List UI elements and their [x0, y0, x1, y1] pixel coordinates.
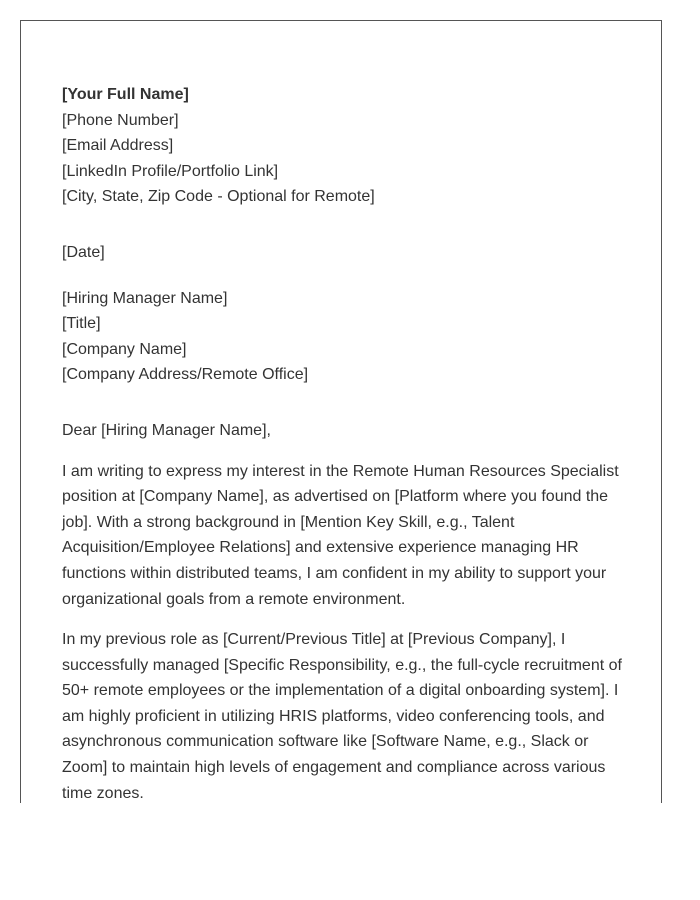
recipient-title: [Title] [62, 315, 101, 333]
body-paragraph: I am writing to express my interest in the Remote Human Resources Specialist position at [Company Name], as advertised on [Platform where you found the job]. With a strong background in [Mention Key Skill, e.g., Talent Acquisition/Employee Relations] and extensive experience managing HR functions within distributed teams, I am confident in my ability to support your organizational goals from a remote environment. [62, 462, 619, 608]
sender-full-name: [Your Full Name] [62, 86, 189, 103]
date-block [62, 240, 637, 266]
body-paragraph: In my previous role as [Current/Previous Title] at [Previous Company], I successfully managed [Specific Responsibility, e.g., the full-cycle recruitment of 50+ remote employees or the implementation of a digital onboarding system]. I am highly proficient in utilizing HRIS platforms, video conferencing tools, and asynchronous communication software like [Software Name, e.g., Slack or Zoom] to maintain high levels of engagement and compliance across various time zones. [62, 631, 622, 802]
recipient-name: [Hiring Manager Name] [62, 289, 228, 307]
letter-page [20, 20, 662, 803]
sender-block [62, 82, 637, 210]
salutation-block [62, 418, 637, 444]
sender-location: [City, State, Zip Code - Optional for Remote] [62, 188, 375, 206]
letter-date: [Date] [62, 243, 105, 261]
recipient-address: [Company Address/Remote Office] [62, 366, 309, 384]
recipient-company: [Company Name] [62, 340, 187, 358]
sender-email: [Email Address] [62, 137, 174, 155]
letter-content [62, 82, 637, 803]
salutation: Dear [Hiring Manager Name], [62, 421, 271, 439]
sender-linkedin: [LinkedIn Profile/Portfolio Link] [62, 162, 279, 180]
sender-phone: [Phone Number] [62, 111, 179, 129]
recipient-block [62, 286, 637, 388]
